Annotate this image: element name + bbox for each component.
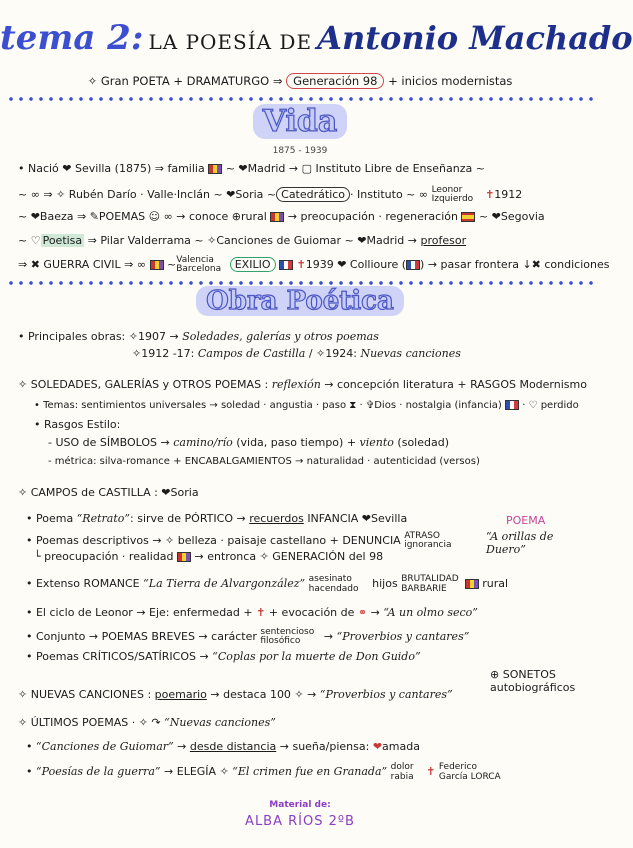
- soledades-temas: • Temas: sentimientos universales → soledad · angustia · paso ⧗ · ✞Dios · nostalgia (infancia) · ♡ perdido: [34, 400, 579, 411]
- page-title: [0, 18, 633, 58]
- obra-principales-2: ✧1912 -17: Campos de Castilla / ✧1924: Nuevas canciones: [132, 347, 461, 360]
- vida-line-4: ~ ♡ Poetisa ⇒ Pilar Valderrama ~ ✧Canciones de Guiomar ~ ❤Madrid → profesor: [18, 234, 467, 247]
- obra-heading: Obra Poética: [0, 286, 600, 316]
- campos-conjunto: • Conjunto → POEMAS BREVES → carácter sentencioso filosófico → “Proverbios y cantares”: [26, 627, 470, 646]
- generacion-badge: Generación 98: [286, 73, 384, 89]
- vida-line-3: ~ ❤Baeza ⇒ ✎POEMAS ☺ ∞ → conoce ⊕rural → preocupación · regeneración ~ ❤Segovia: [18, 210, 545, 223]
- obra-principales: • Principales obras: ✧1907 → Soledades, galerías y otros poemas: [18, 330, 379, 343]
- campos-criticos: • Poemas CRÍTICOS/SATÍRICOS → “Coplas por la muerte de Don Guido”: [26, 650, 421, 663]
- dotted-divider: [6, 96, 594, 102]
- soledades-heading: ✧ SOLEDADES, GALERÍAS y OTROS POEMAS : reflexión → concepción literatura + RASGOS Modernismo: [18, 378, 587, 391]
- flag-icon: [208, 164, 222, 174]
- footer-author: ALBA RÍOS 2ºB: [245, 814, 355, 829]
- soledades-metrica: - métrica: silva-romance + ENCABALGAMIENTOS → naturalidad · autenticidad (versos): [48, 456, 480, 467]
- campos-preocupacion: └ preocupación · realidad → entronca ✧ GENERACIÓN del 98: [34, 550, 384, 563]
- ultimos-guerra: • “Poesías de la guerra” → ELEGÍA ✧ “El crimen fue en Granada” dolor rabia ✝ Federico García LORCA: [26, 762, 501, 782]
- ultimos-heading: ✧ ÚLTIMOS POEMAS · ✧ ↷ “Nuevas canciones”: [18, 716, 276, 729]
- campos-descriptivos: • Poemas descriptivos → ✧ belleza · paisaje castellano + DENUNCIA ATRASO ignorancia: [26, 531, 452, 550]
- nuevas-canciones: ✧ NUEVAS CANCIONES : poemario → destaca 100 ✧ → “Proverbios y cantares”: [18, 688, 453, 701]
- ultimos-guiomar: • “Canciones de Guiomar” → desde distancia → sueña/piensa: ❤amada: [26, 740, 420, 753]
- subtitle: ✧ Gran POETA + DRAMATURGO ⇒ Generación 98 + inicios modernistas: [87, 74, 513, 88]
- campos-romance: • Extenso ROMANCE “La Tierra de Alvargonzález” asesinato hacendado hijos BRUTALIDAD BARBARIE rural: [26, 574, 509, 594]
- campos-leonor: • El ciclo de Leonor → Eje: enfermedad + ✝ + evocación de ⚭ → “A un olmo seco”: [26, 606, 478, 619]
- footer-label: Material de:: [269, 800, 331, 810]
- title-part2: LA POESÍA DE: [148, 30, 313, 54]
- vida-heading: Vida: [0, 104, 600, 139]
- vida-years: 1875 - 1939: [272, 146, 328, 156]
- soledades-simbolos: - USO de SÍMBOLOS → camino/río (vida, paso tiempo) + viento (soledad): [48, 436, 449, 449]
- soledades-rasgos: • Rasgos Estilo:: [34, 418, 121, 431]
- vida-line-5: ⇒ ✖ GUERRA CIVIL ⇒ ∞ ~Valencia Barcelona EXILIO ✝1939 ❤ Collioure ( ) → pasar frontera ↓✖ condiciones: [18, 255, 610, 274]
- poema-label: POEMA: [506, 514, 546, 527]
- title-part1: tema 2:: [0, 18, 144, 58]
- vida-line-1: • Nació ❤ Sevilla (1875) ⇒ familia ~ ❤Madrid → ▢ Instituto Libre de Enseñanza ~: [18, 162, 485, 175]
- poema-orillas: “A orillas de Duero”: [486, 530, 554, 556]
- sonetos-note: ⊕ SONETOS autobiográficos: [490, 668, 576, 694]
- vida-line-2: ~ ∞ ⇒ ✧ Rubén Darío · Valle·Inclán ~ ❤Soria ~ Catedrático · Instituto ~ ∞ Leonor Izquierdo ✝1912: [18, 185, 523, 204]
- campos-heading: ✧ CAMPOS de CASTILLA : ❤Soria: [18, 486, 199, 499]
- title-part3: Antonio Machado: [317, 19, 633, 57]
- campos-retrato: • Poema “Retrato”: sirve de PÓRTICO → recuerdos INFANCIA ❤Sevilla: [26, 512, 408, 525]
